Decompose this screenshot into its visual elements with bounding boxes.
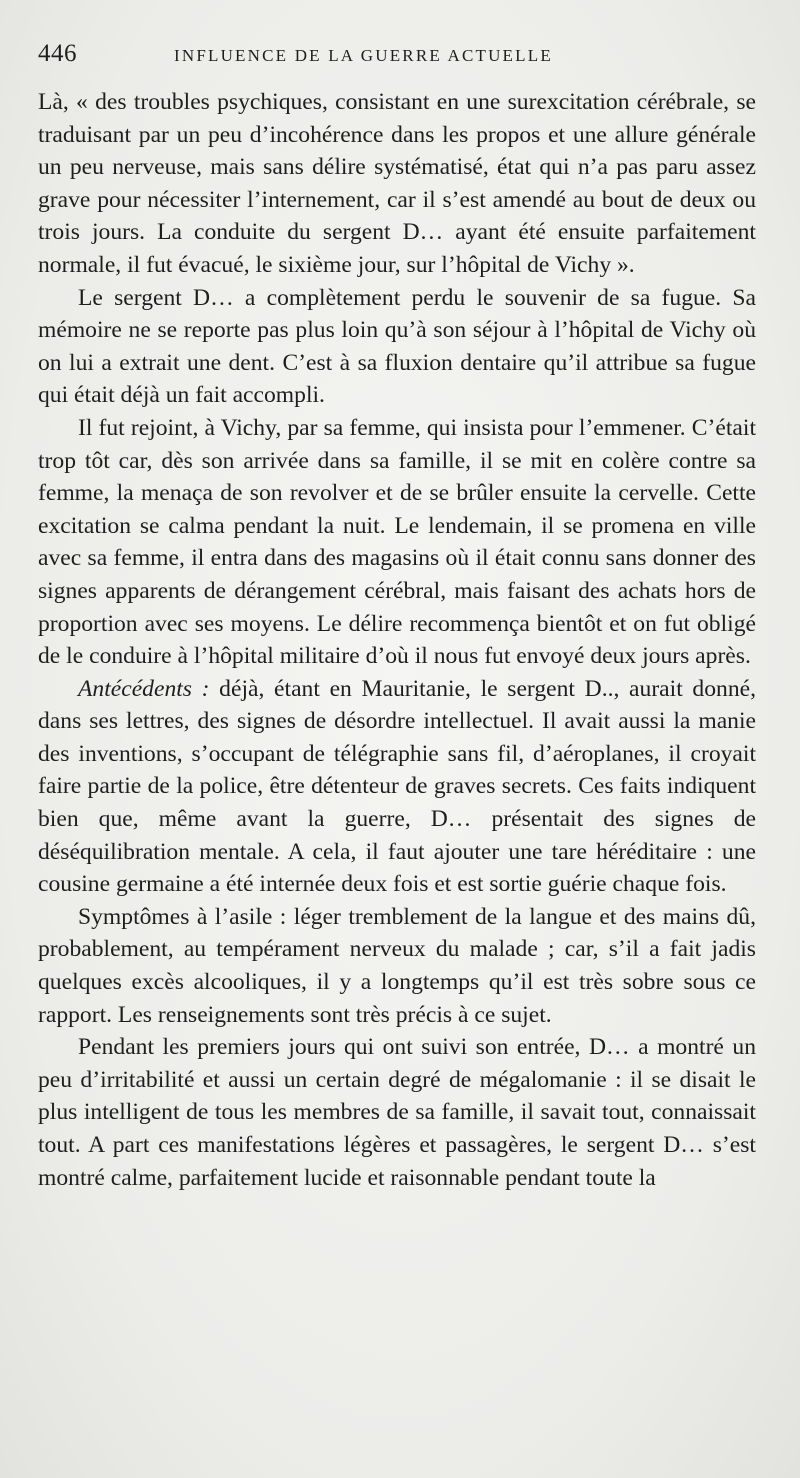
paragraph-text: Symptômes à l’asile : léger tremblement de la langue et des mains dû, probablement, au tempérament nerveux du malade ; car, s’il a fait jadis quelques excès alcooliques, il y a longtemps qu’il est très sobre sous ce rapport. Les renseignements sont très précis à ce sujet. — [38, 903, 756, 1028]
paragraph-first-days — [38, 1031, 756, 1194]
paragraph-memory-loss — [38, 282, 756, 412]
running-head — [38, 40, 756, 78]
paragraph-antecedents — [38, 673, 756, 901]
paragraph-text: Le sergent D… a complètement perdu le souvenir de sa fugue. Sa mémoire ne se reporte pas plus loin qu’à son séjour à l’hôpital de Vichy où on lui a extrait une dent. C’est à sa fluxion dentaire qu’il attribue sa fugue qui était déjà un fait accompli. — [38, 284, 756, 409]
paragraph-hospital-report — [38, 86, 756, 282]
page-number: 446 — [38, 40, 77, 67]
paragraph-text: Il fut rejoint, à Vichy, par sa femme, qui insista pour l’emmener. C’était trop tôt car, dès son arrivée dans sa famille, il se mit en colère contre sa femme, la menaça de son revolver et de se brûler ensuite la cervelle. Cette excitation se calma pendant la nuit. Le lendemain, il se promena en ville avec sa femme, il entra dans des magasins où il était connu sans donner des signes apparents de dérangement cérébral, mais faisant des achats hors de proportion avec ses moyens. Le délire recommença bientôt et on fut obligé de le conduire à l’hôpital militaire d’où il nous fut envoyé deux jours après. — [38, 414, 756, 670]
paragraph-vichy-return — [38, 412, 756, 673]
paragraph-symptoms — [38, 901, 756, 1031]
body-text — [38, 86, 756, 1194]
running-title: INFLUENCE DE LA GUERRE ACTUELLE — [174, 46, 553, 65]
paragraph-text: Là, « des troubles psychiques, consistant en une surexcitation cérébrale, se traduisant par un peu d’incohérence dans les propos et une allure générale un peu nerveuse, mais sans délire systématisé, état qui n’a pas paru assez grave pour nécessiter l’internement, car il s’est amendé au bout de deux ou trois jours. La conduite du sergent D… ayant été ensuite parfaitement normale, il fut évacué, le sixième jour, sur l’hôpital de Vichy ». — [38, 89, 756, 278]
paragraph-text: Pendant les premiers jours qui ont suivi son entrée, D… a montré un peu d’irritabilité et aussi un certain degré de mégalomanie : il se disait le plus intelligent de tous les membres de sa famille, il savait tout, connaissait tout. A part ces manifestations légères et passagères, le sergent D… s’est montré calme, parfaitement lucide et raisonnable pendant toute la — [38, 1034, 756, 1191]
section-heading-antecedents: Antécédents : — [78, 675, 210, 702]
paragraph-text: déjà, étant en Mauritanie, le sergent D.., aurait donné, dans ses lettres, des signes de désordre intellectuel. Il avait aussi la manie des inventions, s’occupant de télégraphie sans fil, d’aéroplanes, il croyait faire partie de la police, être détenteur de graves secrets. Ces faits indiquent bien que, même avant la guerre, D… présentait des signes de déséquilibration mentale. A cela, il faut ajouter une tare héréditaire : une cousine germaine a été internée deux fois et est sortie guérie chaque fois. — [38, 675, 756, 898]
